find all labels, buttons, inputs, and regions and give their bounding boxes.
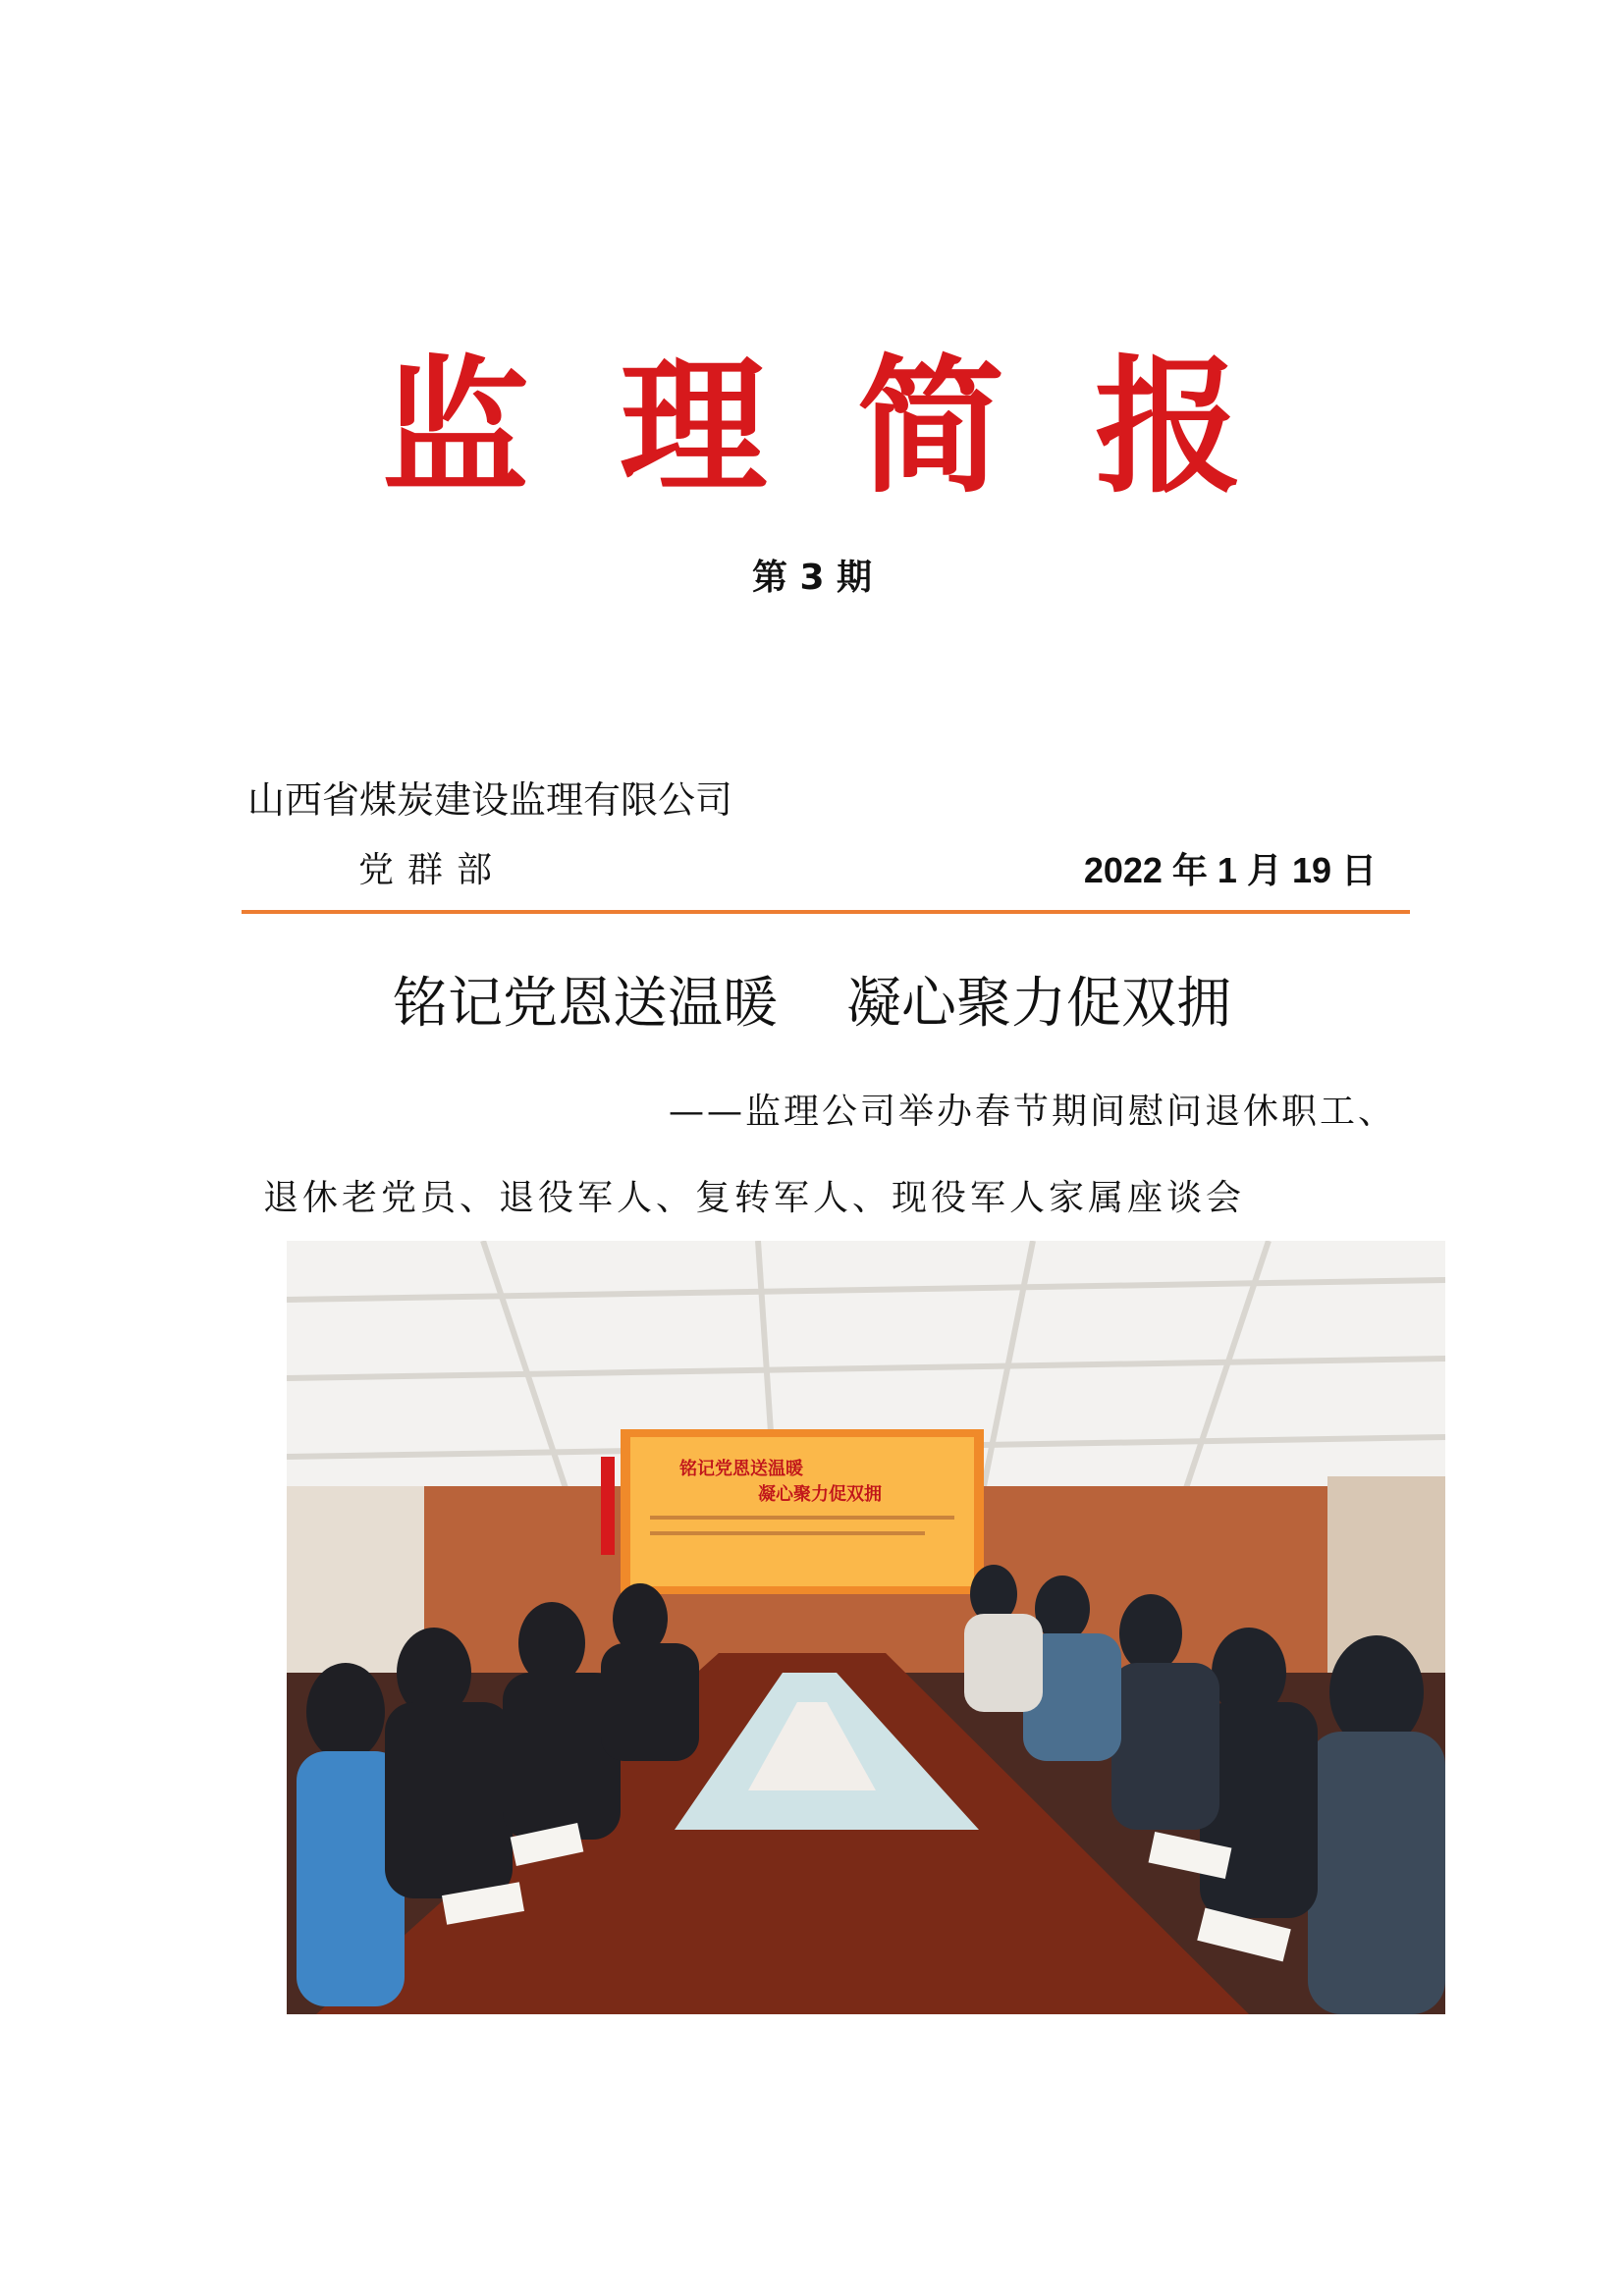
- headline-part2: 凝心聚力促双拥: [846, 972, 1231, 1036]
- screen-text-line2: 凝心聚力促双拥: [758, 1484, 882, 1505]
- article-headline: [0, 970, 1624, 1039]
- publish-date: 2022 年 1 月 19 日: [1083, 850, 1377, 890]
- article-subtitle-line1: ——监理公司举办春节期间慰问退休职工、: [668, 1092, 1396, 1132]
- bulletin-title: 监理简报: [381, 341, 1332, 513]
- screen-text-line1: 铭记党恩送温暖: [679, 1459, 803, 1479]
- headline-part1: 铭记党恩送温暖: [393, 972, 778, 1036]
- organization-name: 山西省煤炭建设监理有限公司: [247, 778, 733, 822]
- department-name: 党群部: [358, 850, 507, 890]
- header-divider: [242, 910, 1410, 914]
- article-subtitle-line2: 退休老党员、退役军人、复转军人、现役军人家属座谈会: [263, 1178, 1246, 1218]
- issue-number: 第 3 期: [751, 558, 873, 598]
- meeting-photo: [287, 1241, 1445, 2014]
